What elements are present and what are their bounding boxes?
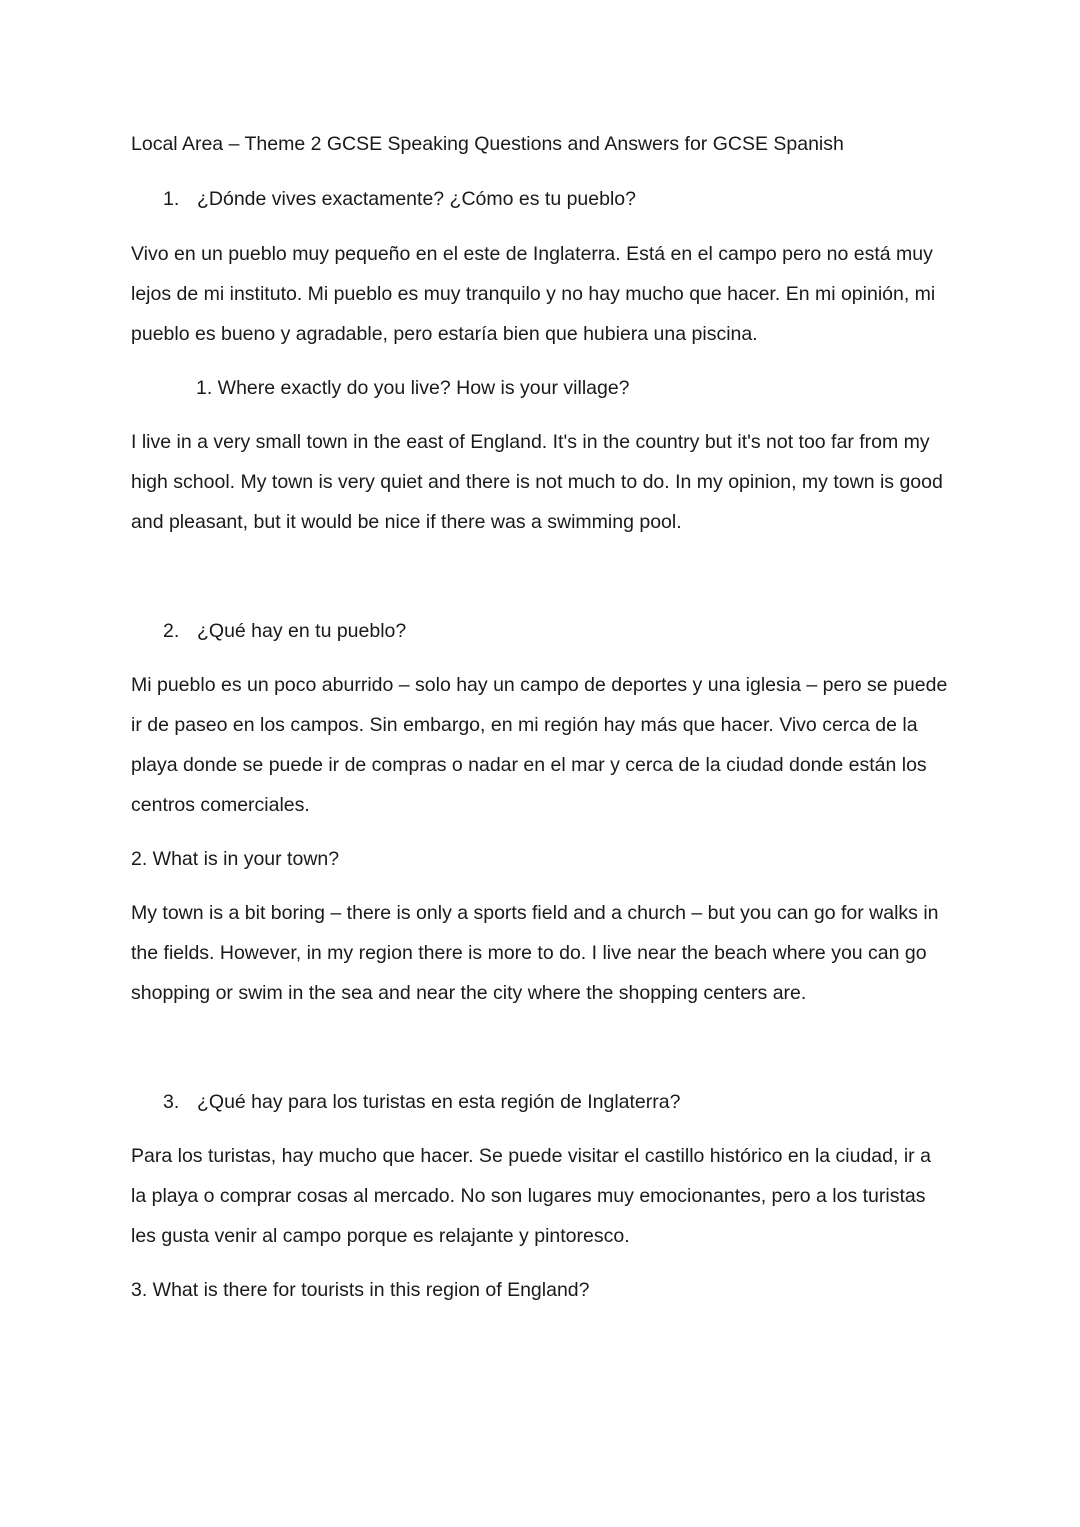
question-number: 1. xyxy=(163,188,180,210)
question-text: ¿Dónde vives exactamente? ¿Cómo es tu pueblo? xyxy=(197,188,636,210)
question-en-1: 1. Where exactly do you live? How is your village? xyxy=(196,377,630,399)
answer-es-3: Para los turistas, hay mucho que hacer. Se puede visitar el castillo histórico en la ciudad, ir a la playa o comprar cosas al mercado. No son lugares muy emocionantes, pero a los turistas les gusta venir al campo porque es relajante y pintoresco. xyxy=(131,1145,931,1247)
question-number: 3. xyxy=(163,1091,180,1113)
question-number: 2. xyxy=(163,620,180,642)
answer-es-2: Mi pueblo es un poco aburrido – solo hay un campo de deportes y una iglesia – pero se puede ir de paseo en los campos. Sin embargo, en mi región hay más que hacer. Vivo cerca de la playa donde se puede ir de compras o nadar en el mar y cerca de la ciudad donde están los centros comerciales. xyxy=(131,674,948,816)
question-es-3 xyxy=(163,1090,680,1114)
document-title: Local Area – Theme 2 GCSE Speaking Questions and Answers for GCSE Spanish xyxy=(131,133,844,155)
answer-es-1: Vivo en un pueblo muy pequeño en el este de Inglaterra. Está en el campo pero no está muy lejos de mi instituto. Mi pueblo es muy tranquilo y no hay mucho que hacer. En mi opinión, mi pueblo es bueno y agradable, pero estaría bien que hubiera una piscina. xyxy=(131,243,936,345)
question-en-2: 2. What is in your town? xyxy=(131,848,340,870)
question-text: ¿Qué hay en tu pueblo? xyxy=(197,620,407,642)
question-es-1 xyxy=(163,187,636,211)
question-es-2 xyxy=(163,619,406,643)
answer-en-2: My town is a bit boring – there is only a sports field and a church – but you can go for walks in the fields. However, in my region there is more to do. I live near the beach where you can go shopping or swim in the sea and near the city where the shopping centers are. xyxy=(131,902,939,1004)
question-text: ¿Qué hay para los turistas en esta región de Inglaterra? xyxy=(197,1091,681,1113)
answer-en-1: I live in a very small town in the east of England. It's in the country but it's not too far from my high school. My town is very quiet and there is not much to do. In my opinion, my town is good and pleasant, but it would be nice if there was a swimming pool. xyxy=(131,431,943,533)
question-en-3: 3. What is there for tourists in this region of England? xyxy=(131,1279,590,1301)
